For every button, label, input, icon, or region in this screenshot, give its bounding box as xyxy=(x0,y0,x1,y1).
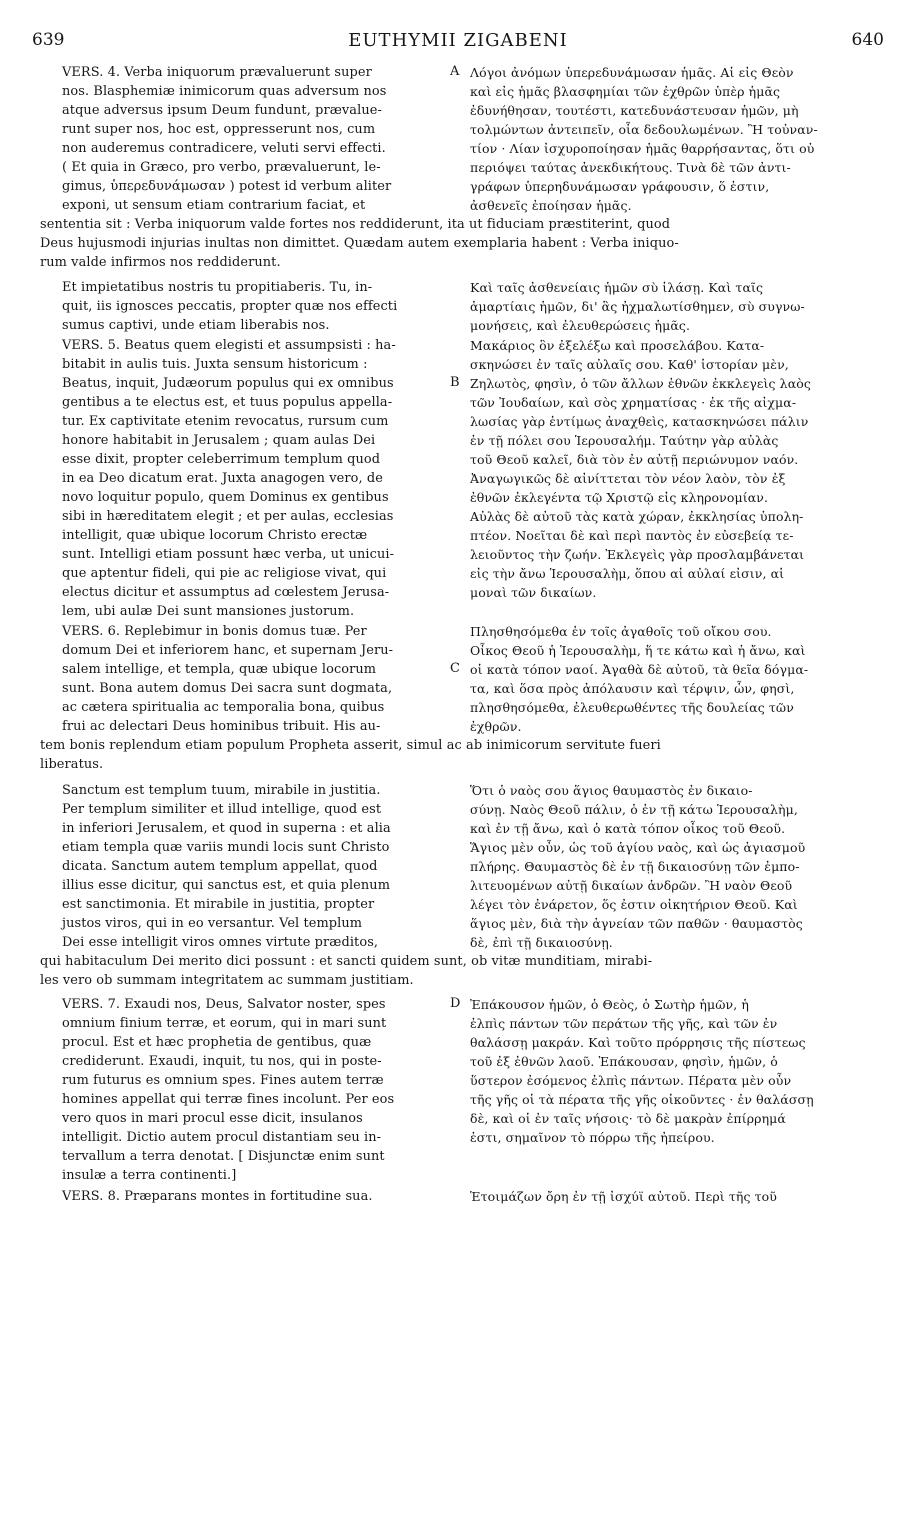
latin-line: ac cætera spiritualia ac temporalia bona, quibus xyxy=(62,700,385,715)
latin-line: novo loquitur populo, quem Dominus ex gentibus xyxy=(62,490,389,505)
latin-line: Beatus, inquit, Judæorum populus qui ex omnibus xyxy=(62,376,394,391)
greek-line: τα, καὶ ὅσα πρὸς ἀπόλαυσιν καὶ τέρψιν, ὧν, φησὶ, xyxy=(470,681,795,696)
margin-marker: A xyxy=(450,64,460,79)
latin-line: homines appellat qui terræ fines incolunt. Per eos xyxy=(62,1092,395,1107)
greek-line: ἅγιος μὲν, διὰ τὴν ἁγνείαν τῶν παθῶν · θαυμαστὸς xyxy=(470,916,803,931)
latin-line: crediderunt. Exaudi, inquit, tu nos, qui in poste- xyxy=(62,1054,382,1069)
greek-line: πλησθησόμεθα, ἐλευθερωθέντες τῆς δουλείας τῶν xyxy=(470,700,794,715)
greek-line: ἐθνῶν ἐκλεγέντα τῷ Χριστῷ εἰς κληρονομίαν. xyxy=(470,490,769,505)
latin-line: illius esse dicitur, qui sanctus est, et quia plenum xyxy=(62,878,391,893)
margin-marker: B xyxy=(450,375,460,390)
full-width-line: qui habitaculum Dei merito dici possunt : et sancti quidem sunt, ob vitæ munditiam, mirabi- xyxy=(40,954,653,969)
greek-line: πλήρης. Θαυμαστὸς δὲ ἐν τῇ δικαιοσύνῃ τῶν ἐμπο- xyxy=(470,859,800,874)
latin-line: domum Dei et inferiorem hanc, et supernam Jeru- xyxy=(62,643,394,658)
latin-line: est sanctimonia. Et mirabile in justitia, propter xyxy=(62,897,375,912)
latin-line: rum futurus es omnium spes. Fines autem terræ xyxy=(62,1073,384,1088)
latin-line: gentibus a te electus est, et tuus populus appella- xyxy=(62,395,393,410)
latin-line: honore habitabit in Jerusalem ; quam aulas Dei xyxy=(62,433,376,448)
latin-line: insulæ a terra continenti.] xyxy=(62,1168,237,1183)
latin-line: ( Et quia in Græco, pro verbo, prævaluerunt, le- xyxy=(62,160,381,175)
latin-line: runt super nos, hoc est, oppresserunt nos, cum xyxy=(62,122,376,137)
full-width-line: rum valde infirmos nos reddiderunt. xyxy=(40,255,281,270)
page-number-left: 639 xyxy=(32,30,65,50)
latin-line: sumus captivi, unde etiam liberabis nos. xyxy=(62,318,330,333)
latin-line: que aptentur fideli, qui pie ac religiose vivat, qui xyxy=(62,566,387,581)
page-number-right: 640 xyxy=(851,30,884,50)
latin-line: procul. Est et hæc prophetia de gentibus, quæ xyxy=(62,1035,372,1050)
greek-line: ἁμαρτίαις ἡμῶν, δι' ἃς ἠχμαλωτίσθημεν, σὺ συγνω- xyxy=(470,299,805,314)
greek-line: θαλάσσῃ μακράν. Καὶ τοῦτο πρόρρησις τῆς πίστεως xyxy=(470,1035,806,1050)
latin-line: lem, ubi aulæ Dei sunt mansiones justorum. xyxy=(62,604,355,619)
greek-line: σκηνώσει ἐν ταῖς αὐλαῖς σου. Καθ' ἱστορίαν μὲν, xyxy=(470,357,789,372)
latin-line: tervallum a terra denotat. [ Disjunctæ enim sunt xyxy=(62,1149,385,1164)
full-width-line: Deus hujusmodi injurias inultas non dimittet. Quædam autem exemplaria habent : Verba iniquo- xyxy=(40,236,679,251)
latin-line: in ea Deo dicatum erat. Juxta anagogen vero, de xyxy=(62,471,383,486)
greek-line: λειοῦντος τὴν ζωήν. Ἐκλεγεὶς γὰρ προσλαμβάνεται xyxy=(470,547,805,562)
latin-line: Per templum similiter et illud intellige, quod est xyxy=(62,802,382,817)
greek-line: σύνῃ. Ναὸς Θεοῦ πάλιν, ὁ ἐν τῇ κάτω Ἱερουσαλὴμ, xyxy=(470,802,798,817)
greek-line: ἐλπὶς πάντων τῶν περάτων τῆς γῆς, καὶ τῶν ἐν xyxy=(470,1016,778,1031)
greek-line: Πλησθησόμεθα ἐν τοῖς ἀγαθοῖς τοῦ οἴκου σου. xyxy=(470,624,772,639)
latin-line: in inferiori Jerusalem, et quod in superna : et alia xyxy=(62,821,391,836)
greek-line: Αὐλὰς δὲ αὐτοῦ τὰς κατὰ χώραν, ἐκκλησίας ὑπολη- xyxy=(470,509,804,524)
page-header xyxy=(32,30,884,60)
latin-line: electus dicitur et assumptus ad cœlestem Jerusa- xyxy=(62,585,390,600)
full-width-line: les vero ob summam integritatem ac summam justitiam. xyxy=(40,973,414,988)
latin-line: exponi, ut sensum etiam contrarium faciat, et xyxy=(62,198,366,213)
greek-line: Οἶκος Θεοῦ ἡ Ἱερουσαλὴμ, ἥ τε κάτω καὶ ἡ ἄνω, καὶ xyxy=(470,643,806,658)
greek-line: Λόγοι ἀνόμων ὑπερεδυνάμωσαν ἡμᾶς. Αἱ εἰς Θεὸν xyxy=(470,65,794,80)
greek-line: περιόψει ταύτας ἀνεκδικήτους. Τινὰ δὲ τῶν ἀντι- xyxy=(470,160,791,175)
greek-line: καὶ ἐν τῇ ἄνω, καὶ ὁ κατὰ τόπον οἶκος τοῦ Θεοῦ. xyxy=(470,821,786,836)
latin-line: gimus, ὑπερεδυνάμωσαν ) potest id verbum aliter xyxy=(62,179,392,194)
latin-line: sibi in hæreditatem elegit ; et per aulas, ecclesias xyxy=(62,509,394,524)
latin-line: atque adversus ipsum Deum fundunt, prævalue- xyxy=(62,103,382,118)
margin-marker: C xyxy=(450,661,460,676)
latin-line: salem intellige, et templa, quæ ubique locorum xyxy=(62,662,377,677)
greek-line: ἀσθενεῖς ἐποίησαν ἡμᾶς. xyxy=(470,198,632,213)
greek-line: ἐδυνήθησαν, τουτέστι, κατεδυνάστευσαν ἡμῶν, μὴ xyxy=(470,103,799,118)
latin-line: intelligit. Dictio autem procul distantiam seu in- xyxy=(62,1130,382,1145)
greek-line: τολμώντων ἀντειπεῖν, οἷα δεδουλωμένων. Ἢ τοὐναν- xyxy=(470,122,818,137)
latin-line: VERS. 7. Exaudi nos, Deus, Salvator noster, spes xyxy=(62,997,386,1012)
latin-line: intelligit, quæ ubique locorum Christo erectæ xyxy=(62,528,368,543)
latin-line: dicata. Sanctum autem templum appellat, quod xyxy=(62,859,378,874)
greek-line: τοῦ ἐξ ἐθνῶν λαοῦ. Ἐπάκουσαν, φησὶν, ἡμῶν, ὁ xyxy=(470,1054,778,1069)
latin-line: justos viros, qui in eo versantur. Vel templum xyxy=(62,916,363,931)
greek-line: ὕστερον ἐσόμενος ἐλπὶς πάντων. Πέρατα μὲν οὖν xyxy=(470,1073,792,1088)
running-title: EUTHYMII ZIGABENI xyxy=(348,30,568,51)
greek-line: Ἀναγωγικῶς δὲ αἰνίττεται τὸν νέον λαὸν, τὸν ἐξ xyxy=(470,471,786,486)
greek-line: μονήσεις, καὶ ἐλευθερώσεις ἡμᾶς. xyxy=(470,318,691,333)
full-width-line: liberatus. xyxy=(40,757,104,772)
greek-line: καὶ εἰς ἡμᾶς βλασφημίαι τῶν ἐχθρῶν ὑπὲρ ἡμᾶς xyxy=(470,84,781,99)
greek-line: τοῦ Θεοῦ καλεῖ, διὰ τὸν ἐν αὐτῇ περιώνυμον ναόν. xyxy=(470,452,799,467)
latin-line: VERS. 6. Replebimur in bonis domus tuæ. Per xyxy=(62,624,367,639)
greek-line: δὲ, καὶ οἱ ἐν ταῖς νήσοις· τὸ δὲ μακρὰν ἐπίρρημά xyxy=(470,1111,786,1126)
latin-line: etiam templa quæ variis mundi locis sunt Christo xyxy=(62,840,390,855)
latin-line: frui ac delectari Deus hominibus tribuit. His au- xyxy=(62,719,381,734)
greek-line: πτέον. Νοεῖται δὲ καὶ περὶ παντὸς ἐν εὐσεβείᾳ τε- xyxy=(470,528,794,543)
greek-line: λιτευομένων αὐτῇ δικαίων ἀνδρῶν. Ἢ ναὸν Θεοῦ xyxy=(470,878,793,893)
greek-line: Ἅγιος μὲν οὖν, ὡς τοῦ ἁγίου ναὸς, καὶ ὡς ἁγιασμοῦ xyxy=(470,840,806,855)
latin-line: VERS. 8. Præparans montes in fortitudine sua. xyxy=(62,1189,373,1204)
latin-line: Et impietatibus nostris tu propitiaberis. Tu, in- xyxy=(62,280,373,295)
greek-line: Ὅτι ὁ ναὸς σου ἅγιος θαυμαστὸς ἐν δικαιο- xyxy=(470,783,753,798)
greek-line: Ἑτοιμάζων ὄρη ἐν τῇ ἰσχύϊ αὐτοῦ. Περὶ τῆς τοῦ xyxy=(470,1189,777,1204)
latin-line: Dei esse intelligit viros omnes virtute præditos, xyxy=(62,935,379,950)
latin-line: non auderemus contradicere, veluti servi effecti. xyxy=(62,141,386,156)
greek-line: Καὶ ταῖς ἀσθενείαις ἡμῶν σὺ ἱλάσῃ. Καὶ ταῖς xyxy=(470,280,764,295)
greek-line: γράφων ὑπερηδυνάμωσαν γράφουσιν, ὅ ἐστιν, xyxy=(470,179,770,194)
latin-line: esse dixit, propter celeberrimum templum quod xyxy=(62,452,381,467)
latin-line: bitabit in aulis tuis. Juxta sensum historicum : xyxy=(62,357,368,372)
latin-line: VERS. 5. Beatus quem elegisti et assumpsisti : ha- xyxy=(62,338,396,353)
latin-line: Sanctum est templum tuum, mirabile in justitia. xyxy=(62,783,381,798)
greek-line: τίον · Λίαν ἰσχυροποίησαν ἡμᾶς θαρρήσαντας, ὅτι οὐ xyxy=(470,141,815,156)
full-width-line: tem bonis replendum etiam populum Propheta asserit, simul ac ab inimicorum servitute fueri xyxy=(40,738,661,753)
greek-line: τῶν Ἰουδαίων, καὶ σὸς χρηματίσας · ἐκ τῆς αἰχμα- xyxy=(470,395,797,410)
greek-line: εἰς τὴν ἄνω Ἱερουσαλὴμ, ὅπου αἱ αὐλαί εἰσιν, αἱ xyxy=(470,566,785,581)
full-width-line: sententia sit : Verba iniquorum valde fortes nos reddiderunt, ita ut fiduciam præstiterint, quod xyxy=(40,217,671,232)
greek-line: Ἐπάκουσον ἡμῶν, ὁ Θεὸς, ὁ Σωτὴρ ἡμῶν, ἡ xyxy=(470,997,749,1012)
latin-line: sunt. Intelligi etiam possunt hæc verba, ut unicui- xyxy=(62,547,395,562)
greek-line: μοναὶ τῶν δικαίων. xyxy=(470,585,597,600)
greek-line: τῆς γῆς οἱ τὰ πέρατα τῆς γῆς οἰκοῦντες · ἐν θαλάσσῃ xyxy=(470,1092,814,1107)
latin-line: vero quos in mari procul esse dicit, insulanos xyxy=(62,1111,363,1126)
latin-line: quit, iis ignosces peccatis, propter quæ nos effecti xyxy=(62,299,398,314)
greek-line: λέγει τὸν ἐνάρετον, ὅς ἐστιν οἰκητήριον Θεοῦ. Καὶ xyxy=(470,897,798,912)
greek-line: ἐχθρῶν. xyxy=(470,719,522,734)
greek-line: λωσίας γὰρ ἐντίμως ἀναχθεὶς, κατασκηνώσει πάλιν xyxy=(470,414,809,429)
margin-marker: D xyxy=(450,996,461,1011)
greek-line: οἱ κατὰ τόπον ναοί. Ἀγαθὰ δὲ αὐτοῦ, τὰ θεῖα δόγμα- xyxy=(470,662,809,677)
latin-line: VERS. 4. Verba iniquorum prævaluerunt super xyxy=(62,65,372,80)
greek-line: Ζηλωτὸς, φησὶν, ὁ τῶν ἄλλων ἐθνῶν ἐκκλεγεὶς λαὸς xyxy=(470,376,811,391)
greek-line: ἐν τῇ πόλει σου Ἱερουσαλήμ. Ταύτην γὰρ αὐλὰς xyxy=(470,433,779,448)
latin-line: sunt. Bona autem domus Dei sacra sunt dogmata, xyxy=(62,681,393,696)
latin-line: omnium finium terræ, et eorum, qui in mari sunt xyxy=(62,1016,387,1031)
greek-line: Μακάριος ὃν ἐξελέξω καὶ προσελάβου. Κατα- xyxy=(470,338,765,353)
latin-line: nos. Blasphemiæ inimicorum quas adversum nos xyxy=(62,84,387,99)
greek-line: ἐστι, σημαῖνον τὸ πόρρω τῆς ἠπείρου. xyxy=(470,1130,715,1145)
latin-line: tur. Ex captivitate etenim revocatus, rursum cum xyxy=(62,414,389,429)
greek-line: δὲ, ἐπὶ τῇ δικαιοσύνῃ. xyxy=(470,935,613,950)
